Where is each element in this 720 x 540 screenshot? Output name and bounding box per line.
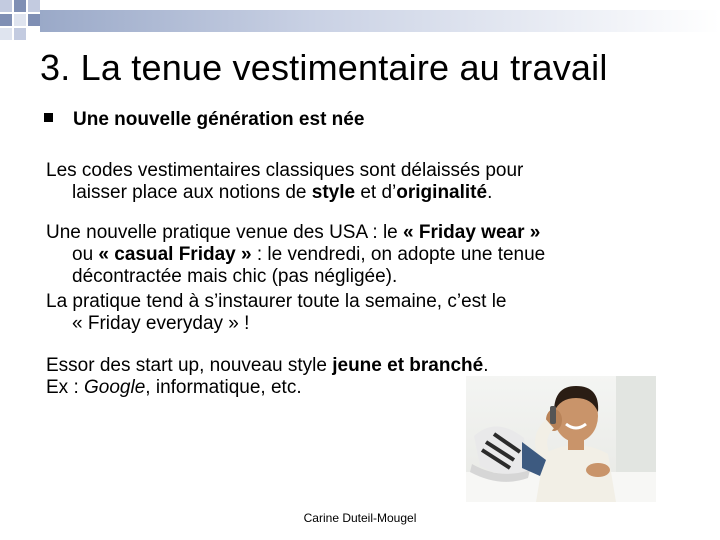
square-bullet-icon bbox=[44, 113, 53, 122]
emphasis-casual-friday: « casual Friday » bbox=[98, 244, 252, 265]
p1-line1: Les codes vestimentaires classiques sont délaissés pour bbox=[46, 160, 524, 181]
footer-author: Carine Duteil-Mougel bbox=[303, 511, 417, 525]
emphasis-google: Google bbox=[84, 377, 146, 398]
title-gradient-bar bbox=[40, 10, 720, 32]
paragraph-startup: Essor des start up, nouveau style jeune et branché. Ex : Google, informatique, etc. bbox=[46, 355, 489, 398]
emphasis-originalite: originalité bbox=[396, 182, 488, 203]
slide-title: 3. La tenue vestimentaire au travail bbox=[40, 47, 608, 88]
paragraph-friday-wear: Une nouvelle pratique venue des USA : le « Friday wear » ou « casual Friday » : le vendredi, on adopte une tenue décontractée mais chic (pas négligée). bbox=[46, 222, 546, 287]
emphasis-friday-wear: « Friday wear » bbox=[403, 222, 541, 243]
paragraph-codes bbox=[46, 160, 620, 204]
photo-relaxed-man-on-phone bbox=[466, 376, 656, 502]
paragraph-everyday: La pratique tend à s’instaurer toute la semaine, c’est le « Friday everyday » ! bbox=[46, 291, 507, 334]
emphasis-jeune-branche: jeune et branché bbox=[332, 355, 484, 376]
p1-line2: laisser place aux notions de style et d’originalité. bbox=[72, 182, 493, 203]
bullet-item bbox=[44, 108, 664, 132]
man-on-phone-illustration-icon bbox=[466, 376, 656, 502]
bullet-text: Une nouvelle génération est née bbox=[73, 109, 365, 130]
emphasis-style: style bbox=[311, 182, 356, 203]
